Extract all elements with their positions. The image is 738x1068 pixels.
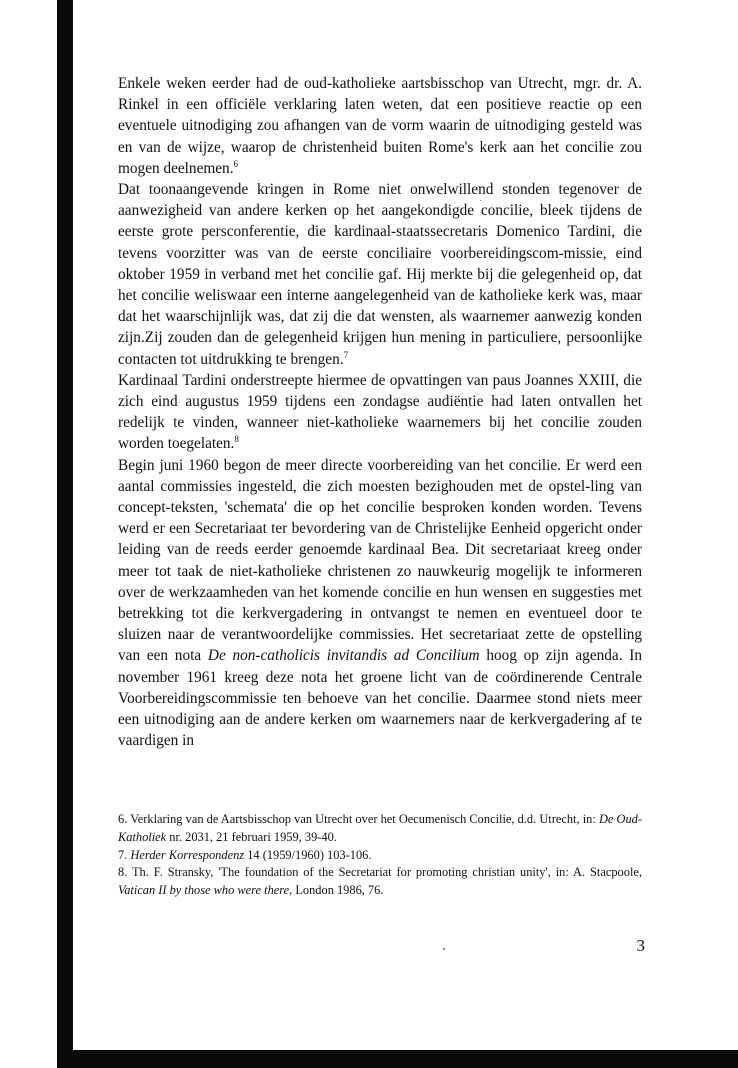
- scan-border-left: [57, 0, 73, 1068]
- footnote-6-rest: nr. 2031, 21 februari 1959, 39-40.: [169, 829, 337, 844]
- footnote-7-number: 7.: [118, 847, 128, 862]
- footnote-7-rest: 14 (1959/1960) 103-106.: [247, 847, 372, 862]
- paragraph-4-text: Begin juni 1960 begon de meer directe voorbereiding van het concilie. Er werd een aantal commissies ingesteld, die zich moesten bezighouden met de opstel-ling van concept-teksten, 'schemata' die op het concilie besproken konden worden. Tevens werd er een Secretariaat ter bevordering van de Christelijke Eenheid opgericht onder leiding van de reeds eerder genoemde kardinaal Bea. Dit secretariaat kreeg onder meer tot taak de niet-katholieke christenen zo nauwkeurig mogelijk te informeren over de werkzaamheden van het komende concilie en hun wensen en suggesties met betrekking tot die kerkvergadering in ontvangst te nemen en eventueel door te sluizen naar de verantwoordelijke commissies. Het secretariaat zette de opstelling van een nota: [118, 456, 642, 665]
- paragraph-2: [118, 179, 642, 370]
- footnote-6: [118, 811, 642, 847]
- footnote-8: [118, 864, 642, 900]
- scan-speck: [443, 948, 445, 950]
- footnote-ref-6: 6: [233, 158, 239, 169]
- paragraph-4-text-continued: hoog op zijn agenda. In november 1961 kreeg deze nota het groene licht van de coördinerende Centrale Voorbereidingscommissie ten behoeve van het concilie. Daarmee stond niets meer een uitnodiging aan de andere kerken om waarnemers naar de kerkvergadering af te vaardigen in: [118, 647, 642, 750]
- footnote-ref-8: 8: [234, 434, 239, 445]
- footnote-8-italic: Vatican II by those who were there,: [118, 883, 293, 898]
- paragraph-4: [118, 455, 642, 752]
- paragraph-1: [118, 73, 642, 179]
- body-text: [118, 73, 642, 752]
- paragraph-3-text: Kardinaal Tardini onderstreepte hiermee de opvattingen van paus Joannes XXIII, die zich eind augustus 1959 tijdens een zondagse audiëntie had laten ontvallen het redelijk te vinden, wanneer niet-katholieke waarnemers bij het concilie zouden worden toegelaten.: [118, 371, 642, 453]
- paragraph-1-text: Enkele weken eerder had de oud-katholieke aartsbisschop van Utrecht, mgr. dr. A. Rinkel in een officiële verklaring laten weten, dat een positieve reactie op een eventuele uitnodiging zou afhangen van de vorm waarin de uitnodiging gesteld was en van de wijze, waarop de christenheid buiten Rome's kerk aan het concilie zou mogen deelnemen.: [118, 75, 642, 177]
- footnote-7-italic: Herder Korrespondenz: [130, 847, 245, 862]
- scan-border-bottom: [57, 1050, 738, 1068]
- paragraph-3: [118, 370, 642, 455]
- footnote-ref-7: 7: [343, 349, 349, 360]
- scan-speck: [480, 200, 481, 201]
- footnotes: [118, 811, 642, 900]
- paragraph-4-italic-title: De non-catholicis invitandis ad Concilium: [207, 647, 480, 665]
- footnote-6-italic: De Oud-Katholiek: [118, 812, 642, 844]
- page-number: 3: [636, 936, 645, 955]
- paragraph-2-text: Dat toonaangevende kringen in Rome niet onwelwillend stonden tegenover de aanwezigheid van andere kerken op het aangekondigde concilie, bleek tijdens de eerste grote persconferentie, die kardinaal-staatssecretaris Domenico Tardini, die tevens voorzitter was van de eerste conciliaire voorbereidingscom-missie, eind oktober 1959 in verband met het concilie gaf. Hij merkte bij die gelegenheid op, dat het concilie weliswaar een interne aangelegenheid van de katholieke kerk was, maar dat het waarschijnlijk was, dat zij die dat wensten, als waarnemer aanwezig konden zijn.Zij zouden dan de gelegenheid krijgen hun mening in particuliere, persoonlijke contacten tot uitdrukking te brengen.: [118, 181, 642, 368]
- footnote-8-text: 8. Th. F. Stransky, 'The foundation of the Secretariat for promoting christian unity', in: A. Stacpoole,: [118, 865, 642, 880]
- footnote-6-text: 6. Verklaring van de Aartsbisschop van Utrecht over het Oecumenisch Concilie, d.d. Utrecht, in:: [118, 812, 596, 826]
- footnote-8-rest: London 1986, 76.: [295, 883, 384, 898]
- footnote-7: [118, 847, 642, 865]
